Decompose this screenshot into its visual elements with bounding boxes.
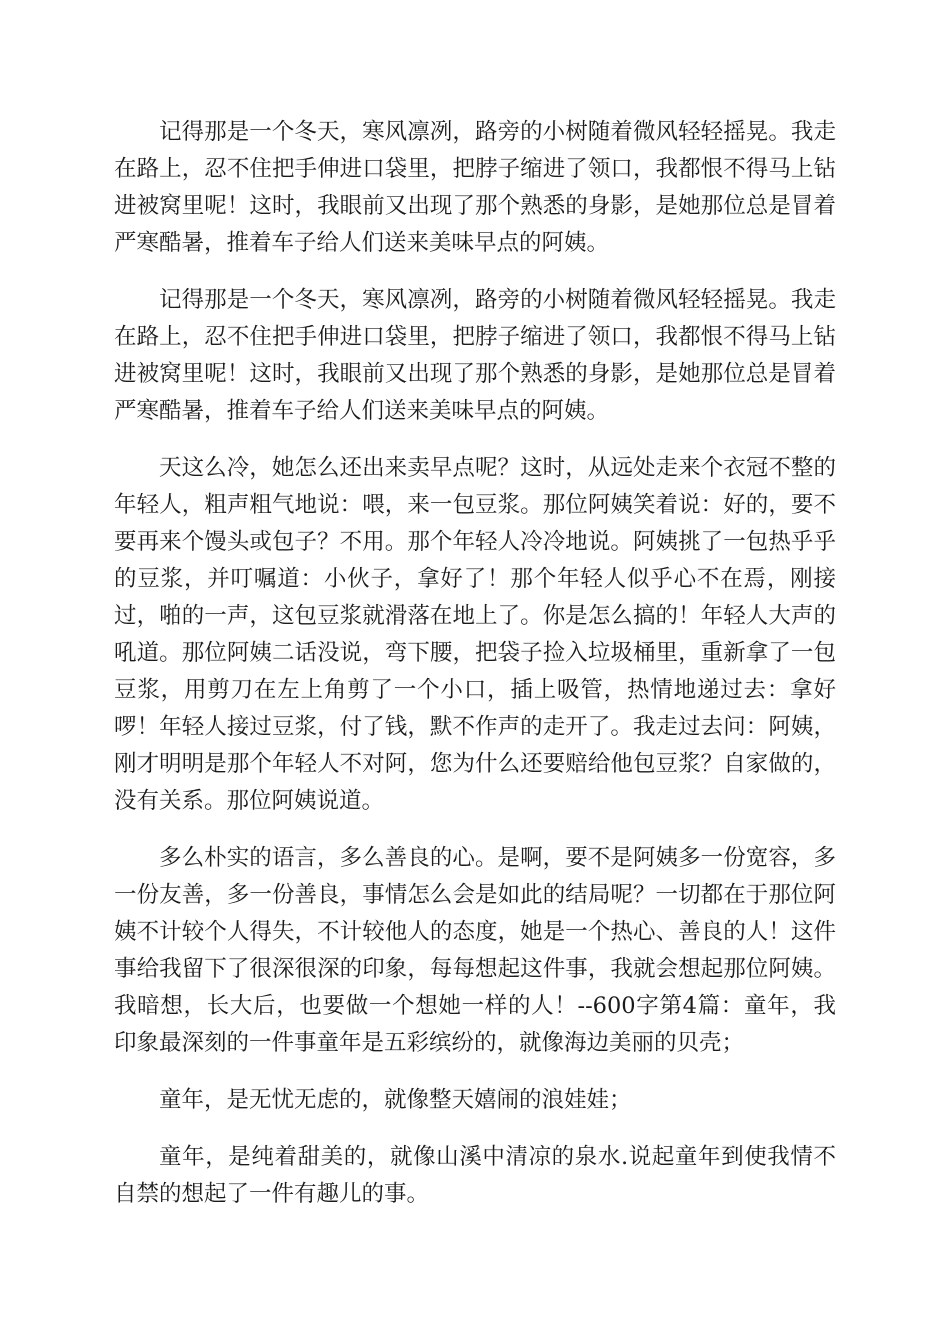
paragraph-3: 天这么冷，她怎么还出来卖早点呢？这时，从远处走来个衣冠不整的年轻人，粗声粗气地说：喂，来一包豆浆。那位阿姨笑着说：好的，要不要再来个馒头或包子？不用。那个年轻人冷冷地说。阿姨挑了一包热乎乎的豆浆，并叮嘱道：小伙子，拿好了！那个年轻人似乎心不在焉，刚接过，啪的一声，这包豆浆就滑落在地上了。你是怎么搞的！年轻人大声的吼道。那位阿姨二话没说，弯下腰，把袋子捡入垃圾桶里，重新拿了一包豆浆，用剪刀在左上角剪了一个小口，插上吸管，热情地递过去：拿好啰！年轻人接过豆浆，付了钱，默不作声的走开了。我走过去问：阿姨，刚才明明是那个年轻人不对阿，您为什么还要赔给他包豆浆？自家做的，没有关系。那位阿姨说道。 [114, 455, 836, 814]
document-body [114, 114, 836, 1233]
paragraph-1: 记得那是一个冬天，寒风凛冽，路旁的小树随着微风轻轻摇晃。我走在路上，忍不住把手伸进口袋里，把脖子缩进了领口，我都恨不得马上钻进被窝里呢！这时，我眼前又出现了那个熟悉的身影，是她那位总是冒着严寒酷暑，推着车子给人们送来美味早点的阿姨。 [114, 119, 836, 256]
paragraph-2: 记得那是一个冬天，寒风凛冽，路旁的小树随着微风轻轻摇晃。我走在路上，忍不住把手伸进口袋里，把脖子缩进了领口，我都恨不得马上钻进被窝里呢！这时，我眼前又出现了那个熟悉的身影，是她那位总是冒着严寒酷暑，推着车子给人们送来美味早点的阿姨。 [114, 287, 836, 424]
paragraph-5: 童年，是无忧无虑的，就像整天嬉闹的浪娃娃； [159, 1087, 632, 1113]
paragraph-6: 童年，是纯着甜美的，就像山溪中清凉的泉水.说起童年到使我情不自禁的想起了一件有趣儿的事。 [114, 1144, 836, 1207]
paragraph-4: 多么朴实的语言，多么善良的心。是啊，要不是阿姨多一份宽容，多一份友善，多一份善良，事情怎么会是如此的结局呢？一切都在于那位阿姨不计较个人得失，不计较他人的态度，她是一个热心、善良的人！这件事给我留下了很深很深的印象，每每想起这件事，我就会想起那位阿姨。我暗想，长大后，也要做一个想她一样的人！--600字第4篇：童年，我印象最深刻的一件事童年是五彩缤纷的，就像海边美丽的贝壳； [114, 845, 836, 1056]
